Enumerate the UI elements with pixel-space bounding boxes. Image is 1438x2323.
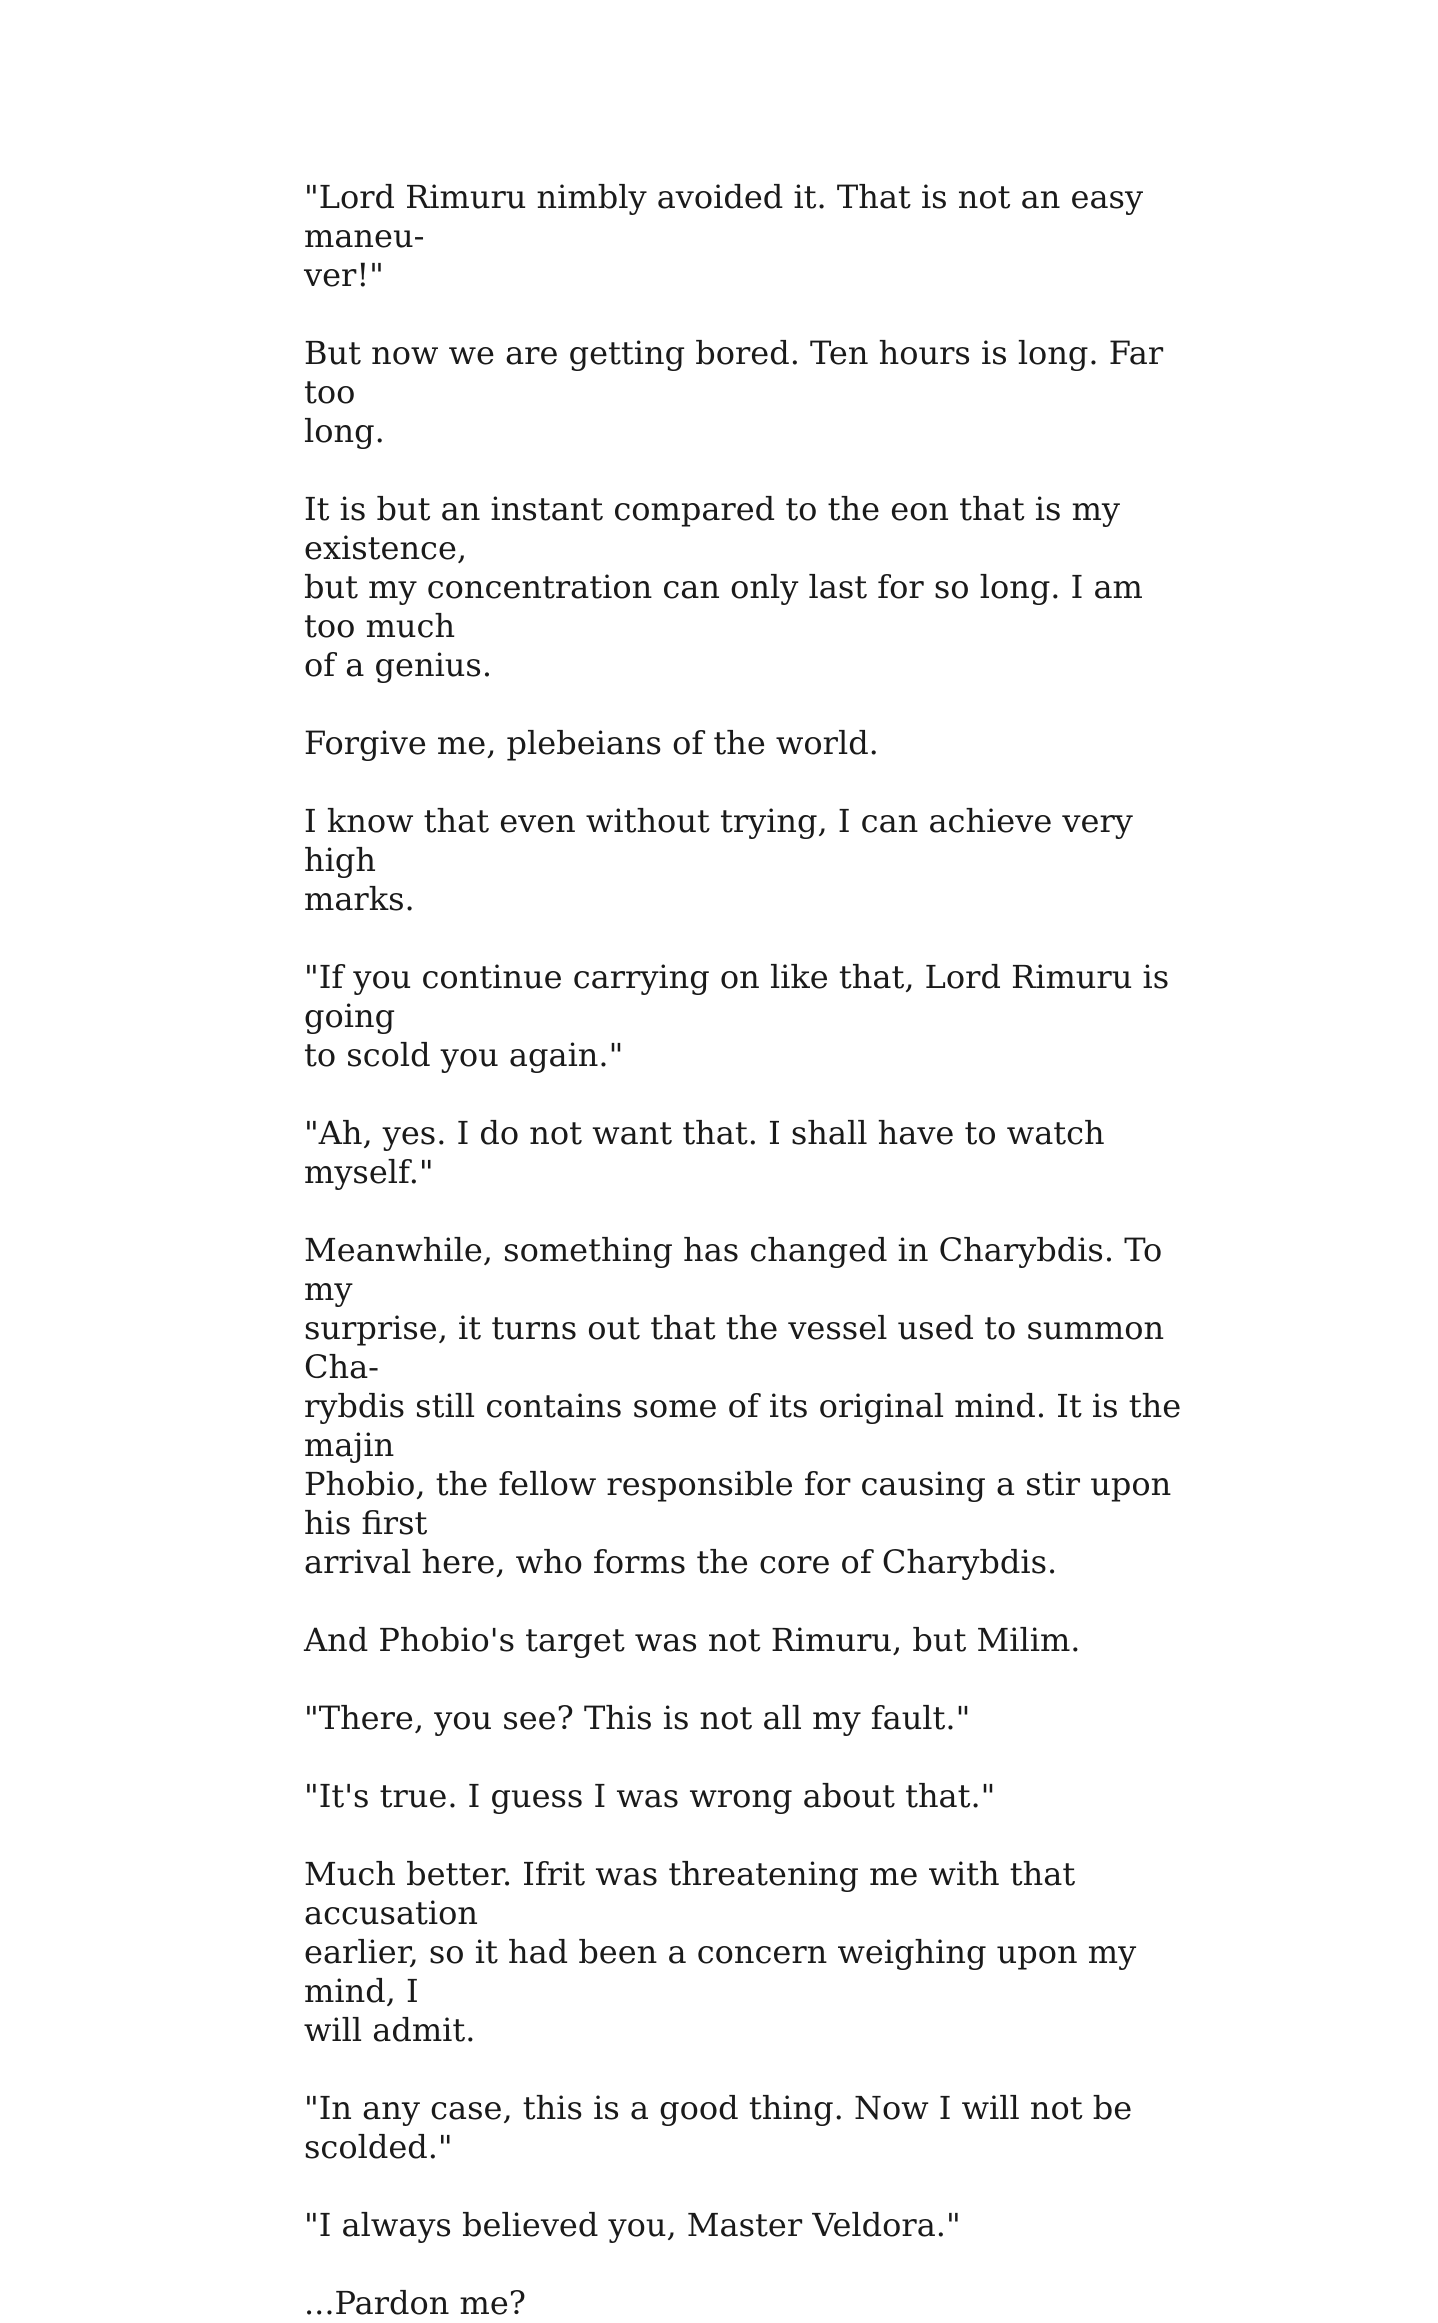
paragraph: "I always believed you, Master Veldora." <box>304 2206 961 2244</box>
paragraph: And Phobio's target was not Rimuru, but Milim. <box>304 1621 1081 1659</box>
paragraph: But now we are getting bored. Ten hours is long. Far too long. <box>304 334 1164 450</box>
paragraph: ...Pardon me? <box>304 2284 526 2322</box>
paragraph: "Lord Rimuru nimbly avoided it. That is not an easy maneu- ver!" <box>304 178 1144 294</box>
paragraph: "Ah, yes. I do not want that. I shall have to watch myself." <box>304 1114 1105 1191</box>
paragraph: I know that even without trying, I can achieve very high marks. <box>304 802 1133 918</box>
paragraph: "There, you see? This is not all my fault." <box>304 1699 971 1737</box>
paragraph: Meanwhile, something has changed in Charybdis. To my surprise, it turns out that the vessel used to summon Cha- rybdis still contains some of its original mind. It is the majin Phobio, the fellow responsible for causing a stir upon his first arrival here, who forms the core of Charybdis. <box>304 1231 1182 1581</box>
paragraph: "In any case, this is a good thing. Now I will not be scolded." <box>304 2089 1133 2166</box>
paragraph: "If you continue carrying on like that, Lord Rimuru is going to scold you again." <box>304 958 1170 1074</box>
paragraph: Much better. Ifrit was threatening me with that accusation earlier, so it had been a concern weighing upon my mind, I will admit. <box>304 1855 1137 2049</box>
paragraph: Forgive me, plebeians of the world. <box>304 724 879 762</box>
paragraph: It is but an instant compared to the eon that is my existence, but my concentration can only last for so long. I am too much of a genius. <box>304 490 1143 684</box>
body-text <box>304 178 1184 2323</box>
paragraph: "It's true. I guess I was wrong about that." <box>304 1777 996 1815</box>
